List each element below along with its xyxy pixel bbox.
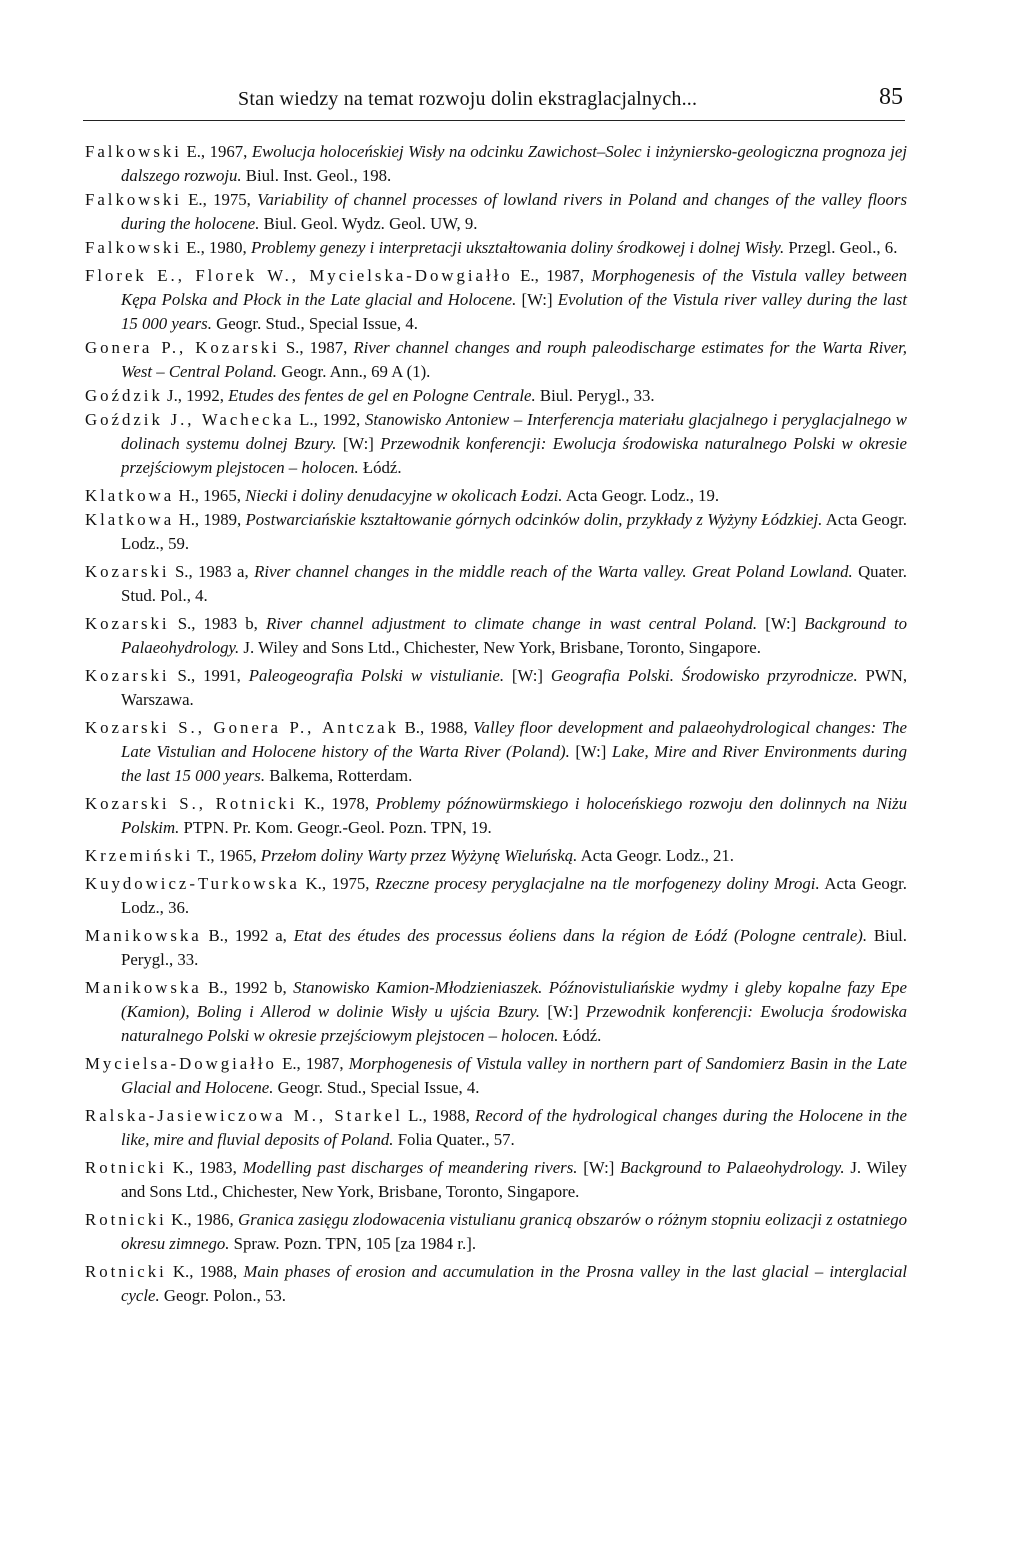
reference-authors: Kozarski [85,666,170,685]
reference-entry [85,612,907,660]
reference-entry [85,236,907,260]
reference-entry [85,664,907,712]
reference-publisher: Łódź. [358,458,402,477]
reference-entry [85,844,907,868]
reference-title: River channel adjustment to climate change in wast central Poland. [265,614,758,633]
reference-entry [85,1052,907,1100]
page-number: 85 [879,84,903,110]
running-header [83,86,905,121]
reference-entry [85,1260,907,1308]
reference-year: B., 1992 b, [201,978,294,997]
reference-authors: Goździk [85,386,163,405]
reference-entry [85,140,907,188]
reference-source: Acta Geogr. Lodz., 21. [577,846,734,865]
reference-title: River channel changes in the middle reach of the Warta valley. Great Poland Lowland. [254,562,853,581]
reference-authors: Kozarski [85,614,170,633]
reference-source: Przegl. Geol., 6. [784,238,898,257]
reference-year: J., 1992, [162,386,229,405]
reference-source: Folia Quater., 57. [393,1130,515,1149]
reference-year: B., 1992 a, [201,926,294,945]
reference-source: [W:] [336,434,381,453]
reference-year: H., 1965, [174,486,246,505]
reference-authors: Manikowska [85,926,202,945]
reference-title: Postwarciańskie kształtowanie górnych odcinków dolin, przykłady z Wyżyny Łódzkiej. [245,510,823,529]
reference-title: Main phases of erosion and accumulation in the Prosna valley in the last glacial – interglacial cycle. [121,1262,907,1305]
reference-source: Acta Geogr. Lodz., 19. [562,486,720,505]
reference-title: Problemy późnowürmskiego i holoceńskiego rozwoju den dolinnych na Niżu Polskim. [121,794,907,837]
reference-title: Variability of channel processes of lowland rivers in Poland and changes of the valley floors during the holocene. [121,190,907,233]
reference-volume-title: Evolution of the Vistula river valley during the last 15 000 years. [121,290,907,333]
reference-source: Quater. Stud. Pol., 4. [121,562,907,605]
reference-authors: Gonera P., Kozarski [85,338,280,357]
reference-title: Rzeczne procesy peryglacjalne na tle morfogenezy doliny Mrogi. [375,874,820,893]
reference-authors: Kozarski [85,562,170,581]
reference-year: E., 1980, [181,238,251,257]
reference-volume-title: Lake, Mire and River Environments during the last 15 000 years. [121,742,907,785]
reference-year: S., 1983 b, [169,614,266,633]
reference-entry [85,1156,907,1204]
reference-entry [85,1208,907,1256]
reference-authors: Falkowski [85,142,182,161]
reference-source: Biul. Perygl., 33. [535,386,655,405]
reference-year: L., 1988, [402,1106,476,1125]
reference-publisher: Łódź. [558,1026,602,1045]
reference-publisher: Balkema, Rotterdam. [265,766,413,785]
reference-year: K., 1978, [297,794,376,813]
reference-volume-title: Przewodnik konferencji: Ewolucja środowiska naturalnego Polski w okresie przejściowym plejstocen – holocen. [121,434,907,477]
reference-authors: Klatkowa [85,510,175,529]
reference-authors: Rotnicki [85,1210,167,1229]
reference-entry [85,508,907,556]
reference-authors: Rotnicki [85,1262,167,1281]
reference-authors: Florek E., Florek W., Mycielska-Dowgiałło [85,266,513,285]
reference-authors: Goździk J., Wachecka [85,410,295,429]
reference-year: K., 1988, [166,1262,244,1281]
reference-title: Stanowisko Antoniew – Interferencja materiału glacjalnego i peryglacjalnego w dolinach systemu dolnej Bzury. [121,410,907,453]
reference-year: L., 1992, [294,410,365,429]
reference-year: T., 1965, [193,846,261,865]
reference-authors: Falkowski [85,238,182,257]
reference-publisher: PWN, Warszawa. [121,666,908,709]
reference-volume-title: Przewodnik konferencji: Ewolucja środowiska naturalnego Polski w okresie przejściowym plejstocen – holocen. [121,1002,907,1045]
reference-authors: Klatkowa [85,486,175,505]
reference-title: Morphogenesis of the Vistula valley between Kępa Polska and Płock in the Late glacial and Holocene. [121,266,907,309]
reference-year: S., 1987, [279,338,354,357]
reference-entry [85,924,907,972]
reference-authors: Rotnicki [85,1158,167,1177]
reference-year: E., 1987, [276,1054,349,1073]
reference-title: Etat des études des processus éoliens dans la région de Łódź (Pologne centrale). [293,926,868,945]
reference-title: Ewolucja holoceńskiej Wisły na odcinku Zawichost–Solec i inżyniersko-geologiczna prognoza jej dalszego rozwoju. [121,142,907,185]
reference-source: PTPN. Pr. Kom. Geogr.-Geol. Pozn. TPN, 19. [179,818,492,837]
reference-year: K., 1975, [299,874,376,893]
reference-entry [85,188,907,236]
reference-title: Granica zasięgu zlodowacenia vistulianu granicą obszarów o różnym stopniu eolizacji z ostatniego okresu zimnego. [121,1210,908,1253]
reference-entry [85,872,907,920]
reference-year: S., 1991, [169,666,249,685]
reference-authors: Krzemiński [85,846,194,865]
reference-source: [W:] [540,1002,586,1021]
reference-entry [85,716,907,788]
reference-volume-title: Background to Palaeohydrology. [620,1158,845,1177]
reference-source: Geogr. Ann., 69 A (1). [277,362,431,381]
reference-title: Stanowisko Kamion-Młodzieniaszek. Późnovistuliańskie wydmy i gleby kopalne fazy Epe (Kamion), Boling i Allerod w dolinie Wisły u ujścia Bzury. [121,978,907,1021]
reference-source: [W:] [577,1158,621,1177]
reference-entry [85,1104,907,1152]
reference-entry [85,484,907,508]
reference-publisher: J. Wiley and Sons Ltd., Chichester, New York, Brisbane, Toronto, Singapore. [121,1158,907,1201]
reference-year: K., 1986, [166,1210,238,1229]
reference-source: [W:] [569,742,612,761]
reference-entry [85,264,907,336]
reference-year: E., 1987, [512,266,592,285]
reference-source: Biul. Inst. Geol., 198. [241,166,392,185]
reference-source: [W:] [504,666,551,685]
reference-title: Przełom doliny Warty przez Wyżynę Wieluńską. [260,846,578,865]
reference-volume-title: Background to Palaeohydrology. [121,614,907,657]
reference-authors: Ralska-Jasiewiczowa M., Starkel [85,1106,403,1125]
reference-source: Acta Geogr. Lodz., 36. [121,874,907,917]
reference-source: Geogr. Polon., 53. [159,1286,286,1305]
reference-source: Biul. Geol. Wydz. Geol. UW, 9. [259,214,478,233]
reference-source: [W:] [757,614,805,633]
reference-publisher: J. Wiley and Sons Ltd., Chichester, New York, Brisbane, Toronto, Singapore. [239,638,761,657]
reference-entry [85,384,907,408]
reference-source: [W:] [516,290,558,309]
reference-title: Problemy genezy i interpretacji ukształtowania doliny środkowej i dolnej Wisły. [250,238,785,257]
reference-entry [85,560,907,608]
reference-year: E., 1975, [181,190,258,209]
reference-year: S., 1983 a, [169,562,255,581]
reference-entry [85,408,907,480]
reference-list [85,140,907,1308]
reference-authors: Manikowska [85,978,202,997]
reference-title: River channel changes and rouph paleodischarge estimates for the Warta River, West – Central Poland. [121,338,907,381]
reference-authors: Kozarski S., Rotnicki [85,794,298,813]
reference-authors: Kozarski S., Gonera P., Antczak [85,718,399,737]
reference-title: Valley floor development and palaeohydrological changes: The Late Vistulian and Holocene history of the Warta River (Poland). [121,718,908,761]
reference-entry [85,792,907,840]
reference-source: Acta Geogr. Lodz., 59. [121,510,907,553]
reference-publisher: Geogr. Stud., Special Issue, 4. [211,314,418,333]
header-title: Stan wiedzy na temat rozwoju dolin ekstraglacjalnych... [238,88,698,110]
reference-source: Biul. Perygl., 33. [121,926,907,969]
reference-title: Morphogenesis of Vistula valley in northern part of Sandomierz Basin in the Late Glacial and Holocene. [121,1054,907,1097]
reference-title: Modelling past discharges of meandering rivers. [242,1158,578,1177]
reference-title: Paleogeografia Polski w vistulianie. [248,666,505,685]
reference-volume-title: Geografia Polski. Środowisko przyrodnicze. [550,666,858,685]
reference-authors: Mycielsa-Dowgiałło [85,1054,277,1073]
reference-title: Etudes des fentes de gel en Pologne Centrale. [228,386,536,405]
reference-title: Niecki i doliny denudacyjne w okolicach Łodzi. [245,486,563,505]
reference-source: Geogr. Stud., Special Issue, 4. [273,1078,480,1097]
reference-entry [85,976,907,1048]
reference-authors: Kuydowicz-Turkowska [85,874,300,893]
reference-entry [85,336,907,384]
reference-authors: Falkowski [85,190,182,209]
reference-year: E., 1967, [181,142,252,161]
reference-year: H., 1989, [174,510,246,529]
reference-title: Record of the hydrological changes during the Holocene in the like, mire and fluvial deposits of Poland. [121,1106,907,1149]
reference-year: B., 1988, [398,718,474,737]
reference-year: K., 1983, [166,1158,243,1177]
reference-source: Spraw. Pozn. TPN, 105 [za 1984 r.]. [229,1234,477,1253]
